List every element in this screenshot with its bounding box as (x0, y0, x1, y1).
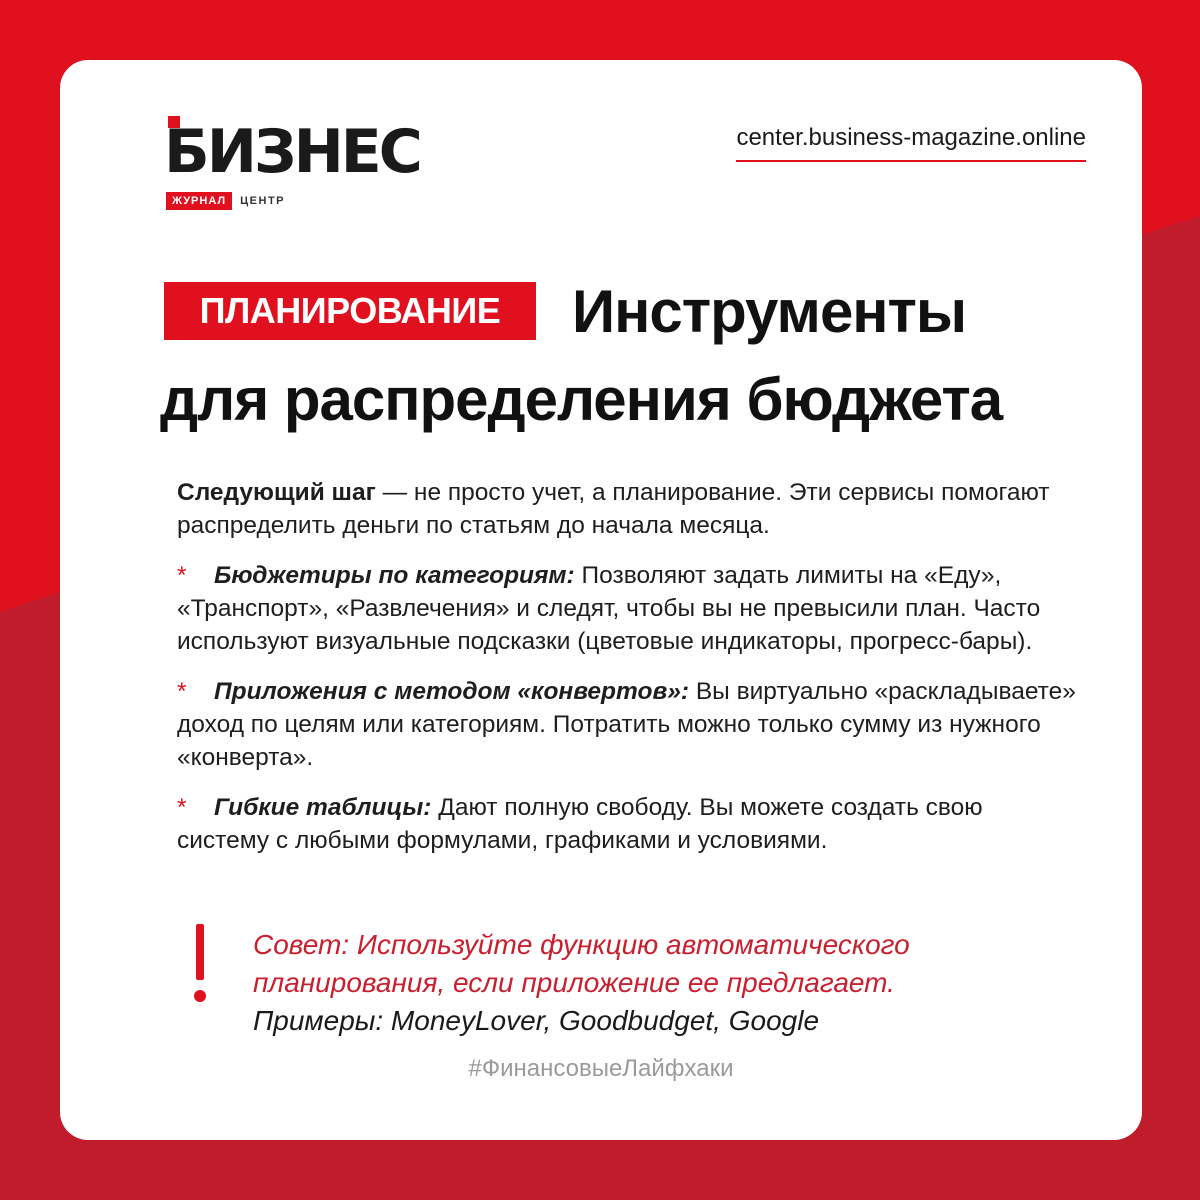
page-title-line-1: Инструменты (572, 278, 967, 345)
tip-examples: Примеры: MoneyLover, Goodbudget, Google (253, 1005, 820, 1036)
intro-text: — не просто учет, а планирование. Эти сервисы помогают распределить деньги по статьям до начала месяца. (177, 479, 1050, 539)
intro-paragraph (177, 476, 1077, 542)
exclamation-icon (194, 924, 206, 1008)
tip-line-1: Совет: Используйте функцию автоматического (253, 929, 910, 960)
site-link[interactable]: center.business-magazine.online (736, 124, 1086, 162)
page-title-line-2: для распределения бюджета (160, 366, 1003, 433)
content-card (60, 60, 1142, 1140)
bullet-lead: Бюджетиры по категориям: (214, 562, 575, 589)
bullet-text: Вы виртуально «раскладываете» доход по целям или категориям. Потратить можно только сумму из нужного «конверта». (177, 678, 1076, 771)
bullet-star-icon: * (177, 678, 187, 705)
tip-line-2: планирования, если приложение ее предлагает. (253, 967, 895, 998)
tip-block (253, 926, 1053, 1040)
logo-wordmark: БИЗНЕС (164, 117, 420, 187)
bullet-star-icon: * (177, 562, 187, 589)
hashtag[interactable]: #ФинансовыеЛайфхаки (468, 1055, 734, 1082)
list-item (177, 675, 1077, 774)
article-body (177, 476, 1077, 874)
bullet-lead: Приложения с методом «конвертов»: (214, 678, 690, 705)
category-tag: ПЛАНИРОВАНИЕ (164, 282, 536, 340)
list-item (177, 791, 1077, 857)
bullet-star-icon: * (177, 794, 187, 821)
logo-badge: ЖУРНАЛ (166, 192, 232, 210)
brand-logo[interactable] (164, 116, 494, 216)
bullet-text: Позволяют задать лимиты на «Еду», «Транспорт», «Развлечения» и следят, чтобы вы не превысили план. Часто используют визуальные подсказки (цветовые индикаторы, прогресс-бары). (177, 562, 1041, 655)
list-item (177, 559, 1077, 658)
logo-center-label: ЦЕНТР (240, 195, 286, 207)
bullet-lead: Гибкие таблицы: (214, 794, 432, 821)
bullet-text: Дают полную свободу. Вы можете создать свою систему с любыми формулами, графиками и условиями. (177, 794, 983, 854)
intro-lead: Следующий шаг (177, 479, 376, 506)
logo-subline (166, 192, 285, 210)
